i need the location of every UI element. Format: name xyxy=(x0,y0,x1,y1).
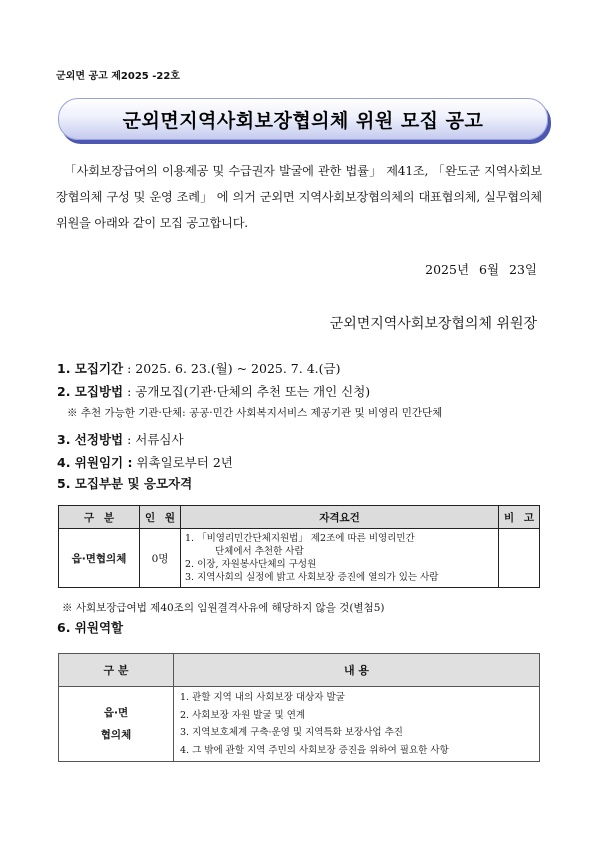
section-roles xyxy=(57,618,123,636)
section-recruit-label: 5. 모집부분 및 응모자격 xyxy=(57,476,193,491)
header-content: 내 용 xyxy=(174,654,540,687)
role-table xyxy=(58,653,540,762)
category-line: 읍·면 xyxy=(103,707,129,719)
duty-item: 4. 그 밖에 관할 지역 주민의 사회보장 증진을 위하여 필요한 사항 xyxy=(180,744,449,756)
category-line: 협의체 xyxy=(100,729,132,741)
row-remarks xyxy=(499,529,540,588)
intro-paragraph: 「사회보장급여의 이용제공 및 수급권자 발굴에 관한 법률」 제41조, 「완도군 지역사회보장협의체 구성 및 운영 조례」 에 의거 군외면 지역사회보장협의체의 대표협의체, 실무협의체 위원을 아래와 같이 모집 공고합니다. xyxy=(56,164,542,230)
duty-item: 1. 관할 지역 내의 사회보장 대상자 발굴 xyxy=(180,692,345,703)
section-roles-label: 6. 위원역할 xyxy=(57,620,124,635)
header-requirements: 자격요건 xyxy=(181,506,499,529)
section-period-label: 1. 모집기간 xyxy=(57,361,124,376)
section-period-value: : 2025. 6. 23.(월) ~ 2025. 7. 4.(금) xyxy=(123,361,341,376)
table-row xyxy=(59,529,540,588)
requirement-item: 2. 이장, 자원봉사단체의 구성원 xyxy=(185,559,317,570)
section-selection-label: 3. 선정방법 xyxy=(57,432,124,447)
section-method-value: : 공개모집(기관·단체의 추천 또는 개인 신청) xyxy=(123,384,371,399)
row-category xyxy=(59,687,174,762)
section-method xyxy=(57,382,370,400)
table-header-row xyxy=(59,506,540,529)
duty-item: 3. 지역보호체계 구축·운영 및 지역특화 보장사업 추진 xyxy=(180,727,403,738)
document-title: 군외면지역사회보장협의체 위원 모집 공고 xyxy=(122,109,484,132)
requirement-item: 3. 지역사회의 실정에 밝고 사회보장 증진에 열의가 있는 사람 xyxy=(185,572,439,583)
section-selection xyxy=(57,430,184,448)
requirement-item: 1. 「비영리민간단체지원법」 제2조에 따른 비영리민간 xyxy=(185,533,415,544)
qualification-note: ※ 사회보장급여법 제40조의 임원결격사유에 해당하지 않을 것(별첨5) xyxy=(62,602,385,614)
duty-item: 2. 사회보장 자원 발굴 및 연계 xyxy=(180,709,306,721)
header-remarks: 비 고 xyxy=(499,506,540,529)
section-recruit xyxy=(57,474,192,492)
signer: 군외면지역사회보장협의체 위원장 xyxy=(329,316,537,332)
row-count: 0명 xyxy=(140,529,181,588)
qualification-table xyxy=(58,505,540,588)
title-banner xyxy=(58,98,548,140)
section-method-label: 2. 모집방법 xyxy=(57,384,124,399)
notice-number: 군외면 공고 제2025 -22호 xyxy=(56,71,180,82)
row-requirements xyxy=(181,529,499,588)
method-note: ※ 추천 가능한 기관·단체: 공공·민간 사회복지서비스 제공기관 및 비영리 민간단체 xyxy=(67,407,443,419)
row-duties xyxy=(174,687,540,762)
table-row xyxy=(59,687,540,762)
row-category: 읍·면협의체 xyxy=(59,529,140,588)
header-count: 인 원 xyxy=(140,506,181,529)
section-selection-value: : 서류심사 xyxy=(123,432,184,447)
section-period xyxy=(57,359,340,377)
announcement-date: 2025년 6월 23일 xyxy=(425,262,537,277)
section-term-label: 4. 위원임기 : xyxy=(57,455,133,470)
header-category: 구 분 xyxy=(59,654,174,687)
section-term-value: 위촉일로부터 2년 xyxy=(132,455,233,470)
table-header-row xyxy=(59,654,540,687)
requirement-item: 단체에서 추천한 사람 xyxy=(215,546,304,557)
header-category: 구 분 xyxy=(59,506,140,529)
section-term xyxy=(57,453,233,471)
